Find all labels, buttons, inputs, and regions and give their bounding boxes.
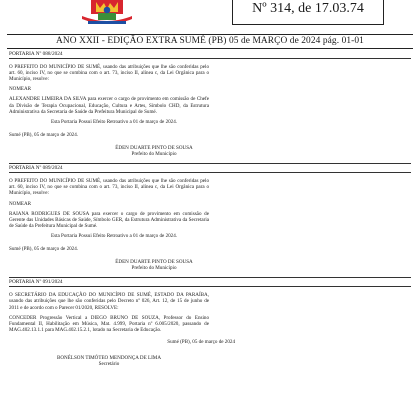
law-reference-text: Nº 314, de 17.03.74	[252, 1, 364, 16]
portaria-title: PORTARIA Nº 089/2024	[9, 163, 411, 173]
portaria-intro: O PREFEITO DO MUNICÍPIO DE SUMÉ, usando das atribuições que lhe são conferidas pelo art. 60, inciso IV, no que se combina com o art. 73, inciso II, alínea c, da Lei Orgânica para o Município, resolve:	[9, 178, 209, 197]
signature-block	[9, 356, 209, 367]
edition-line: ANO XXII - EDIÇÃO EXTRA SUMÉ (PB) 05 de MARÇO de 2024 pág. 01-01	[56, 36, 364, 46]
portaria-intro: O SECRETÁRIO DA EDUCAÇÃO DO MUNICÍPIO DE SUMÉ, ESTADO DA PARAÍBA, usando das atribuições que lhe são conferidas pelo Decreto nº 026, Art. 12, de 15 de junho de 2011 e de acordo com o Parecer 01/2020, RESOLVE:	[9, 292, 209, 311]
signer-title: Prefeito do Município	[131, 150, 177, 157]
signer-name: ÉDEN DUARTE PINTO DE SOUSA	[115, 259, 193, 266]
portaria-retroactive-note: Esta Portaria Possui Efeito Retroativo a 01 de março de 2024.	[51, 118, 178, 125]
portaria-title: PORTARIA Nº 091/2024	[9, 277, 411, 287]
portaria-date: Sumé (PB), 05 de março de 2024.	[9, 131, 79, 138]
portaria-date: Sumé (PB), 05 de março de 2024	[167, 338, 235, 345]
document-body	[9, 51, 411, 367]
signer-title: Prefeito do Município	[131, 264, 177, 271]
portaria-089	[9, 163, 411, 271]
header-bottom-rule	[7, 48, 413, 49]
signature-block	[9, 146, 299, 157]
portaria-action: NOMEAR	[9, 86, 32, 93]
portaria-title: PORTARIA Nº 088/2024	[9, 51, 411, 59]
signer-name: ÉDEN DUARTE PINTO DE SOUSA	[115, 144, 193, 151]
portaria-body: CONCEDER Progressão Vertical a DIEGO BRUNO DE SOUZA, Professor do Ensino Fundamental II, Habilitação em Música, Mat. 4.999, Portaria nº 6.005/2020, passando de MAG.402.13.1.1 para MAG.402.15.2.1, lotado na Secretaria de Educação.	[9, 314, 209, 333]
portaria-retroactive-note: Esta Portaria Possui Efeito Retroativo a 01 de março de 2024.	[51, 232, 178, 239]
portaria-action: NOMEAR	[9, 200, 32, 207]
municipal-crest-logo	[78, 0, 136, 26]
portaria-body: RAIANA RODRIGUES DE SOUSA para exercer o cargo de provimento em comissão de Gerente das Unidades Básicas de Saúde, Símbolo GER, da Estrutura Administrativa da Secretaria de Saúde da Prefeitura Municipal de Sumé.	[9, 210, 209, 229]
law-reference-box	[232, 0, 384, 25]
portaria-091	[9, 277, 411, 367]
portaria-088	[9, 51, 411, 157]
signer-title: Secretário	[98, 360, 120, 367]
portaria-intro: O PREFEITO DO MUNICÍPIO DE SUMÉ, usando das atribuições que lhe são conferidas pelo art. 60, inciso IV, no que se combina com o art. 73, inciso II, alínea c, da Lei Orgânica para o Município, resolve:	[9, 64, 209, 83]
header-top-rule	[7, 34, 413, 35]
signer-name: BONÉLSON TIMÓTEO MENDONÇA DE LIMA	[56, 355, 162, 361]
signature-block	[9, 260, 299, 271]
portaria-body: ALEXANDRE LIMEIRA DA SILVA para exercer o cargo de provimento em comissão de Chefe da Divisão de Terapia Ocupacional, Educação, Cultura e Artes, Símbolo CHD, da Estrutura Administrativa da Secretaria de Saúde da Prefeitura Municipal de Sumé.	[9, 96, 209, 115]
portaria-date: Sumé (PB), 05 de março de 2024.	[9, 245, 79, 252]
